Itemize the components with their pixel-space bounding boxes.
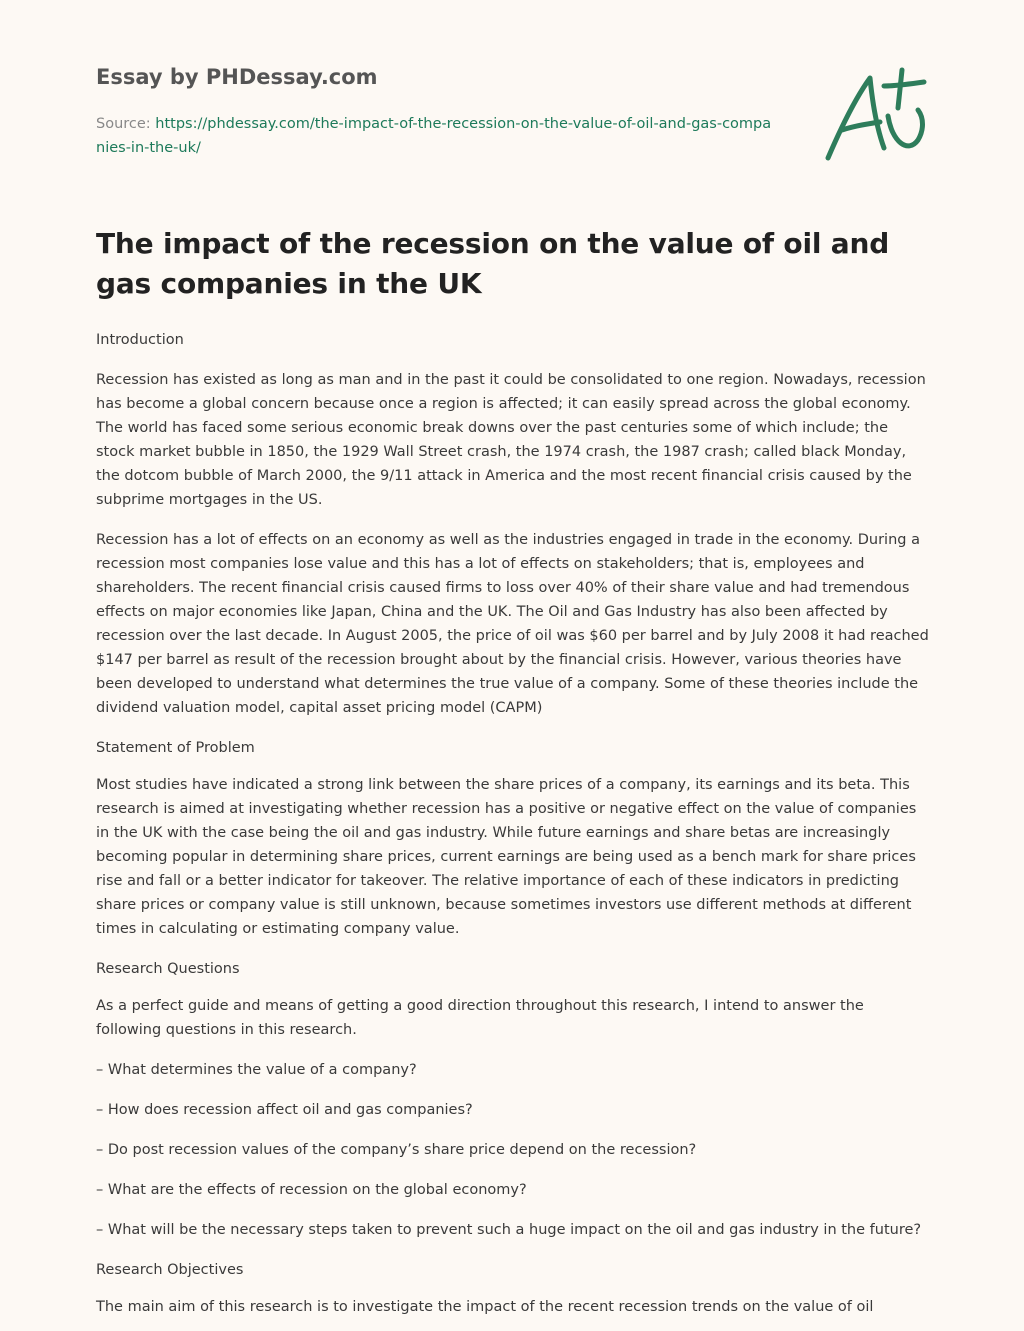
source-line [96, 112, 776, 160]
source-link[interactable]: https://phdessay.com/the-impact-of-the-recession-on-the-value-of-oil-and-gas-companies-in-the-uk/ [96, 116, 772, 156]
site-title: Essay by PHDessay.com [96, 65, 378, 89]
list-item: – Do post recession values of the company’s share price depend on the recession? [96, 1142, 697, 1158]
source-label: Source: [96, 116, 156, 132]
essay-title: The impact of the recession on the value of oil and gas companies in the UK [96, 227, 890, 300]
heading-research-objectives: Research Objectives [96, 1262, 244, 1278]
heading-statement-of-problem: Statement of Problem [96, 740, 255, 756]
paragraph-questions-intro: As a perfect guide and means of getting a good direction throughout this research, I intend to answer the following questions in this research. [96, 998, 864, 1038]
list-item: – How does recession affect oil and gas companies? [96, 1102, 473, 1118]
paragraph-objectives: The main aim of this research is to investigate the impact of the recent recession trends on the value of oil [96, 1299, 874, 1315]
heading-introduction: Introduction [96, 332, 184, 348]
paragraph-problem: Most studies have indicated a strong link between the share prices of a company, its earnings and its beta. This research is aimed at investigating whether recession has a positive or negative effect on the value of companies in the UK with the case being the oil and gas industry. While future earnings and share betas are increasingly becoming popular in determining share prices, current earnings are being used as a bench mark for share prices rise and fall or a better indicator for takeover. The relative importance of each of these indicators in predicting share prices or company value is still unknown, because sometimes investors use different methods at different times in calculating or estimating company value. [96, 777, 917, 937]
essay-content [96, 224, 930, 1319]
paragraph-introduction: Recession has existed as long as man and in the past it could be consolidated to one region. Nowadays, recession has become a global concern because once a region is affected; it can easily spread across the global economy. The world has faced some serious economic break downs over the past centuries some of which include; the stock market bubble in 1850, the 1929 Wall Street crash, the 1974 crash, the 1987 crash; called black Monday, the dotcom bubble of March 2000, the 9/11 attack in America and the most recent financial crisis caused by the subprime mortgages in the US. [96, 372, 926, 508]
paragraph-recession-effects: Recession has a lot of effects on an economy as well as the industries engaged in trade in the economy. During a recession most companies lose value and this has a lot of effects on stakeholders; that is, employees and shareholders. The recent financial crisis caused firms to loss over 40% of their share value and had tremendous effects on major economies like Japan, China and the UK. The Oil and Gas Industry has also been affected by recession over the last decade. In August 2005, the price of oil was $60 per barrel and by July 2008 it had reached $147 per barrel as result of the recession brought about by the financial crisis. However, various theories have been developed to understand what determines the true value of a company. Some of these theories include the dividend valuation model, capital asset pricing model (CAPM) [96, 532, 929, 716]
list-item: – What are the effects of recession on the global economy? [96, 1182, 527, 1198]
heading-research-questions: Research Questions [96, 961, 240, 977]
list-item: – What will be the necessary steps taken to prevent such a huge impact on the oil and gas industry in the future? [96, 1222, 922, 1238]
a-plus-grade-logo-icon [818, 64, 938, 164]
list-item: – What determines the value of a company? [96, 1062, 417, 1078]
page-header [96, 62, 796, 160]
